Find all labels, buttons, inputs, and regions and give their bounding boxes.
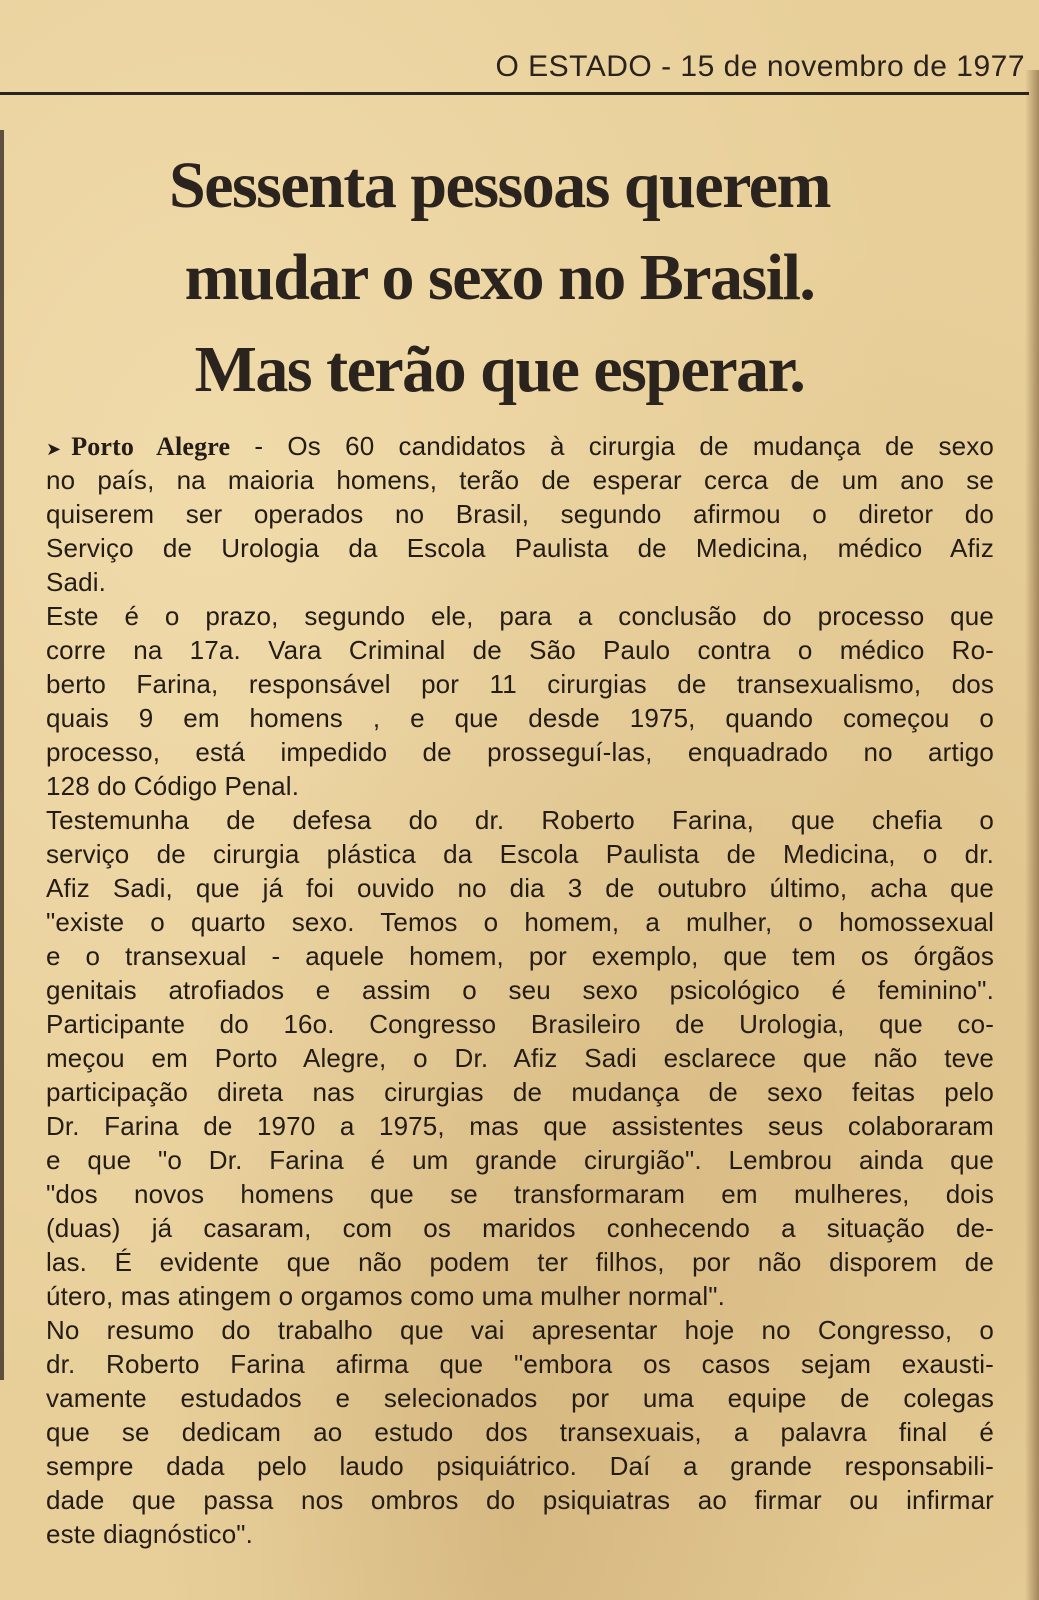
article-line: las. É evidente que não podem ter filhos, por não disporem de [46,1247,994,1277]
first-line-text: - Os 60 candidatos à cirurgia de mudança de sexo [230,431,994,461]
headline-line: Sessenta pessoas querem [169,149,830,222]
article-line: no país, na maioria homens, terão de esperar cerca de um ano se [46,465,994,495]
article-line: Este é o prazo, segundo ele, para a conclusão do processo que [46,601,994,631]
paper-edge-shadow [1025,70,1039,1600]
article-line: serviço de cirurgia plástica da Escola Paulista de Medicina, o dr. [46,839,994,869]
headline-line: Mas terão que esperar. [194,333,805,406]
article-line: quais 9 em homens , e que desde 1975, quando começou o [46,703,994,733]
article-line: este diagnóstico". [46,1519,254,1549]
article-line: "dos novos homens que se transformaram em mulheres, dois [46,1179,994,1209]
article-line: Afiz Sadi, que já foi ouvido no dia 3 de outubro último, acha que [46,873,994,903]
headline [0,140,999,416]
article-line: dr. Roberto Farina afirma que "embora os casos sejam exausti- [46,1349,994,1379]
article-line: vamente estudados e selecionados por uma equipe de colegas [46,1383,994,1413]
article-line: participação direta nas cirurgias de mudança de sexo feitas pelo [46,1077,994,1107]
article-line: Serviço de Urologia da Escola Paulista de Medicina, médico Afiz [46,533,994,563]
article-line: "existe o quarto sexo. Temos o homem, a mulher, o homossexual [46,907,994,937]
article-line: Dr. Farina de 1970 a 1975, mas que assistentes seus colaboraram [46,1111,994,1141]
article-line: sempre dada pelo laudo psiquiátrico. Daí a grande responsabili- [46,1451,994,1481]
article-body [46,429,994,1551]
article-first-line [46,429,994,463]
masthead: O ESTADO - 15 de novembro de 1977 [495,50,1025,83]
article-line: berto Farina, responsável por 11 cirurgias de transexualismo, dos [46,669,994,699]
article-line: Testemunha de defesa do dr. Roberto Farina, que chefia o [46,805,994,835]
article-line: dade que passa nos ombros do psiquiatras ao firmar ou infirmar [46,1485,994,1515]
masthead-rule [0,92,1029,95]
article-line: que se dedicam ao estudo dos transexuais, a palavra final é [46,1417,994,1447]
bullet-icon: ➤ [46,439,62,459]
article-line: processo, está impedido de prosseguí-las, enquadrado no artigo [46,737,994,767]
article-line: Sadi. [46,567,107,597]
article-line: meçou em Porto Alegre, o Dr. Afiz Sadi esclarece que não teve [46,1043,994,1073]
dateline: Porto Alegre [71,432,231,461]
article-line: (duas) já casaram, com os maridos conhecendo a situação de- [46,1213,994,1243]
article-line: Participante do 16o. Congresso Brasileiro de Urologia, que co- [46,1009,994,1039]
article-line: e que "o Dr. Farina é um grande cirurgião". Lembrou ainda que [46,1145,994,1175]
article-line: e o transexual - aquele homem, por exemplo, que tem os órgãos [46,941,994,971]
article-line: genitais atrofiados e assim o seu sexo psicológico é feminino". [46,975,994,1005]
article-line: quiserem ser operados no Brasil, segundo afirmou o diretor do [46,499,994,529]
headline-line: mudar o sexo no Brasil. [184,241,815,314]
article-line: 128 do Código Penal. [46,771,300,801]
article-line: corre na 17a. Vara Criminal de São Paulo contra o médico Ro- [46,635,994,665]
article-line: útero, mas atingem o orgamos como uma mulher normal". [46,1281,726,1311]
article-line: No resumo do trabalho que vai apresentar hoje no Congresso, o [46,1315,994,1345]
